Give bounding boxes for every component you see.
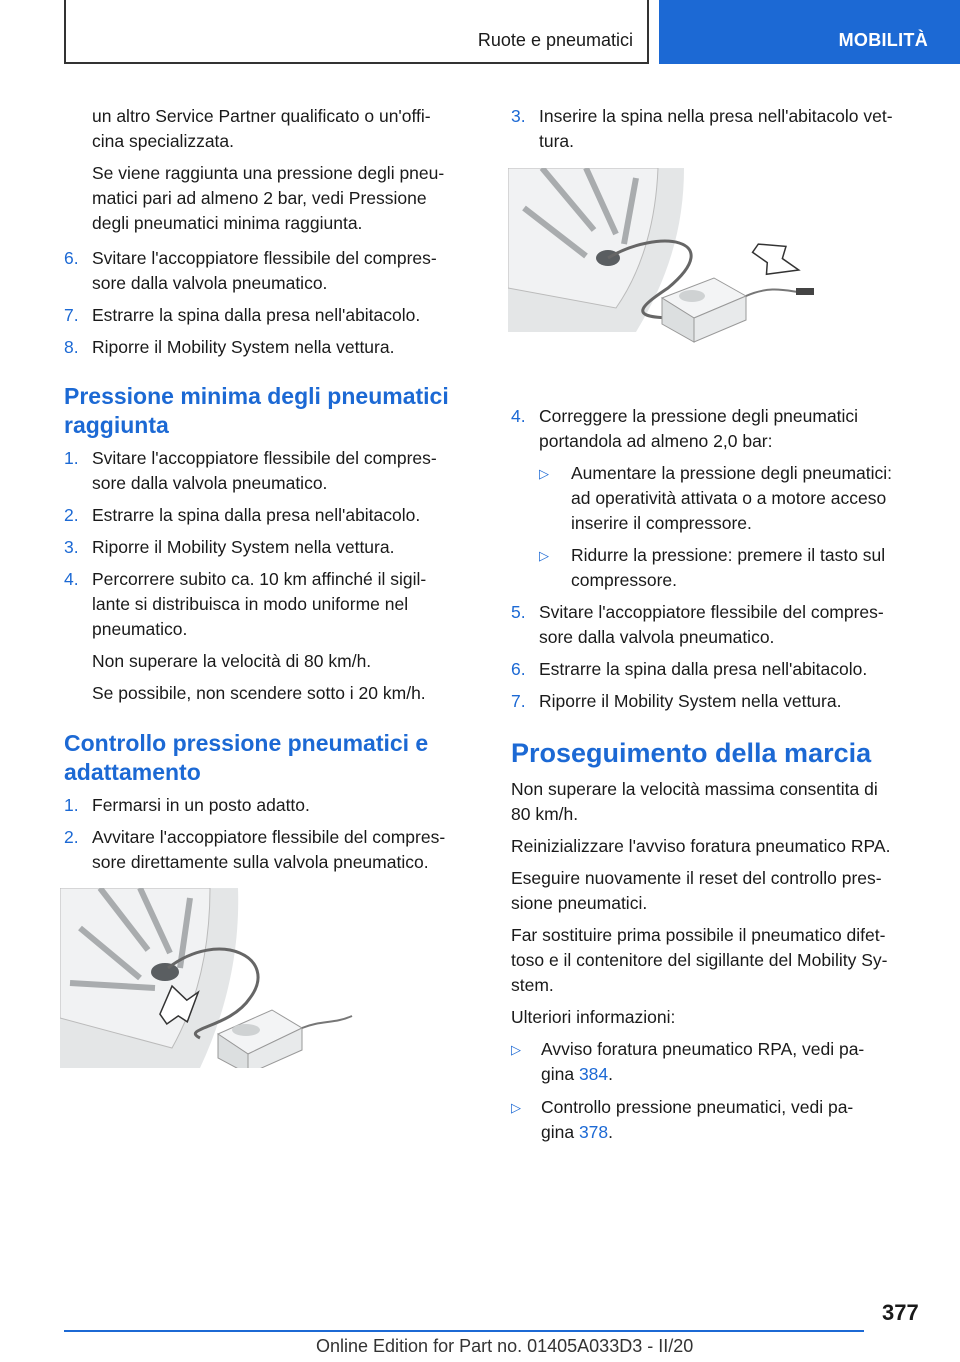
body-text: 80 km/h. <box>511 804 579 824</box>
page-link-384[interactable]: 384 <box>578 1064 609 1084</box>
step-note: Se possibile, non scendere sotto i 20 km/h. <box>92 683 426 703</box>
intro-line: degli pneumatici minima raggiunta. <box>92 213 363 233</box>
step-number: 6. <box>64 248 79 268</box>
bullet-text: inserire il compressore. <box>571 513 752 533</box>
section-title: Ruote e pneumatici <box>477 30 633 50</box>
intro-line: matici pari ad almeno 2 bar, vedi Pressione <box>92 188 427 208</box>
step-number: 3. <box>511 106 526 126</box>
section-heading: adattamento <box>64 759 201 785</box>
ref-prefix: gina <box>541 1122 579 1142</box>
step-text: Avvitare l'accoppiatore flessibile del compres- <box>92 827 446 847</box>
bullet-text: Ridurre la pressione: premere il tasto sul <box>571 545 886 565</box>
body-text: Far sostituire prima possibile il pneumatico difet- <box>511 925 886 945</box>
step-note: Non superare la velocità di 80 km/h. <box>92 651 372 671</box>
ref-prefix: gina <box>541 1064 579 1084</box>
ref-end: . <box>608 1064 614 1084</box>
bullet-triangle-icon: ▷ <box>539 548 549 563</box>
step-text: Inserire la spina nella presa nell'abitacolo vet- <box>539 106 893 126</box>
body-text: sione pneumatici. <box>511 893 648 913</box>
bullet-text: Aumentare la pressione degli pneumatici: <box>571 463 893 483</box>
step-text: tura. <box>539 131 575 151</box>
step-number: 5. <box>511 602 526 622</box>
section-heading: Controllo pressione pneumatici e <box>64 730 429 756</box>
step-text: Riporre il Mobility System nella vettura. <box>92 537 395 557</box>
bullet-text: ad operatività attivata o a motore acceso <box>571 488 887 508</box>
ref-line <box>541 1120 613 1145</box>
section-heading: Proseguimento della marcia <box>511 738 872 768</box>
step-number: 3. <box>64 537 79 557</box>
bullet-text: compressore. <box>571 570 678 590</box>
valve-icon <box>151 963 179 981</box>
step-text: sore dalla valvola pneumatico. <box>92 273 328 293</box>
body-text: Reinizializzare l'avviso foratura pneumatico RPA. <box>511 836 891 856</box>
footer-divider <box>64 1330 864 1332</box>
bullet-triangle-icon: ▷ <box>511 1100 521 1115</box>
step-text: pneumatico. <box>92 619 188 639</box>
power-plug <box>796 288 814 295</box>
step-number: 1. <box>64 448 79 468</box>
body-text: stem. <box>511 975 554 995</box>
intro-line: cina specializzata. <box>92 131 235 151</box>
ref-end: . <box>608 1122 614 1142</box>
step-number: 8. <box>64 337 79 357</box>
power-cable <box>746 290 798 297</box>
step-number: 4. <box>511 406 526 426</box>
ref-text: Avviso foratura pneumatico RPA, vedi pa- <box>541 1039 865 1059</box>
power-cable <box>302 1016 352 1028</box>
bullet-triangle-icon: ▷ <box>539 466 549 481</box>
step-number: 7. <box>64 305 79 325</box>
page-link-378[interactable]: 378 <box>578 1122 609 1142</box>
compressor-knob <box>232 1024 260 1036</box>
page-number: 377 <box>882 1300 919 1325</box>
header-frame <box>64 0 649 64</box>
step-text: Estrarre la spina dalla presa nell'abitacolo. <box>92 305 421 325</box>
step-text: Riporre il Mobility System nella vettura. <box>539 691 842 711</box>
bullet-triangle-icon: ▷ <box>511 1042 521 1057</box>
step-text: sore dalla valvola pneumatico. <box>539 627 775 647</box>
ref-text: Controllo pressione pneumatici, vedi pa- <box>541 1097 854 1117</box>
step-number: 7. <box>511 691 526 711</box>
step-text: sore direttamente sulla valvola pneumatico. <box>92 852 429 872</box>
body-text: toso e il contenitore del sigillante del Mobility Sy- <box>511 950 888 970</box>
compressor-socket-illustration <box>508 168 828 352</box>
body-text: Ulteriori informazioni: <box>511 1007 676 1027</box>
body-text: Non superare la velocità massima consentita di <box>511 779 878 799</box>
step-text: Svitare l'accoppiatore flessibile del compres- <box>539 602 884 622</box>
step-text: Estrarre la spina dalla presa nell'abitacolo. <box>539 659 868 679</box>
step-number: 1. <box>64 795 79 815</box>
section-heading: Pressione minima degli pneumatici <box>64 383 449 409</box>
step-text: Svitare l'accoppiatore flessibile del compres- <box>92 448 437 468</box>
step-number: 2. <box>64 827 79 847</box>
intro-line: un altro Service Partner qualificato o un'offi- <box>92 106 431 126</box>
step-text: sore dalla valvola pneumatico. <box>92 473 328 493</box>
step-number: 6. <box>511 659 526 679</box>
ref-line <box>541 1062 613 1087</box>
section-heading: raggiunta <box>64 412 169 438</box>
step-text: Percorrere subito ca. 10 km affinché il sigil- <box>92 569 427 589</box>
step-text: Correggere la pressione degli pneumatici <box>539 406 859 426</box>
step-text: Riporre il Mobility System nella vettura. <box>92 337 395 357</box>
intro-line: Se viene raggiunta una pressione degli pneu- <box>92 163 445 183</box>
step-text: Svitare l'accoppiatore flessibile del compres- <box>92 248 437 268</box>
step-text: lante si distribuisca in modo uniforme nel <box>92 594 409 614</box>
body-text: Eseguire nuovamente il reset del controllo pres- <box>511 868 882 888</box>
step-text: Fermarsi in un posto adatto. <box>92 795 310 815</box>
compressor-valve-illustration <box>60 888 360 1068</box>
step-text: Estrarre la spina dalla presa nell'abitacolo. <box>92 505 421 525</box>
step-number: 4. <box>64 569 79 589</box>
pointer-arrow-icon <box>747 233 806 288</box>
chapter-tab-label: MOBILITÀ <box>838 30 928 50</box>
compressor-knob <box>679 290 705 302</box>
chapter-tab[interactable] <box>659 0 960 64</box>
edition-text: Online Edition for Part no. 01405A033D3 - II/20 <box>316 1336 694 1356</box>
step-text: portandola ad almeno 2,0 bar: <box>539 431 773 451</box>
step-number: 2. <box>64 505 79 525</box>
